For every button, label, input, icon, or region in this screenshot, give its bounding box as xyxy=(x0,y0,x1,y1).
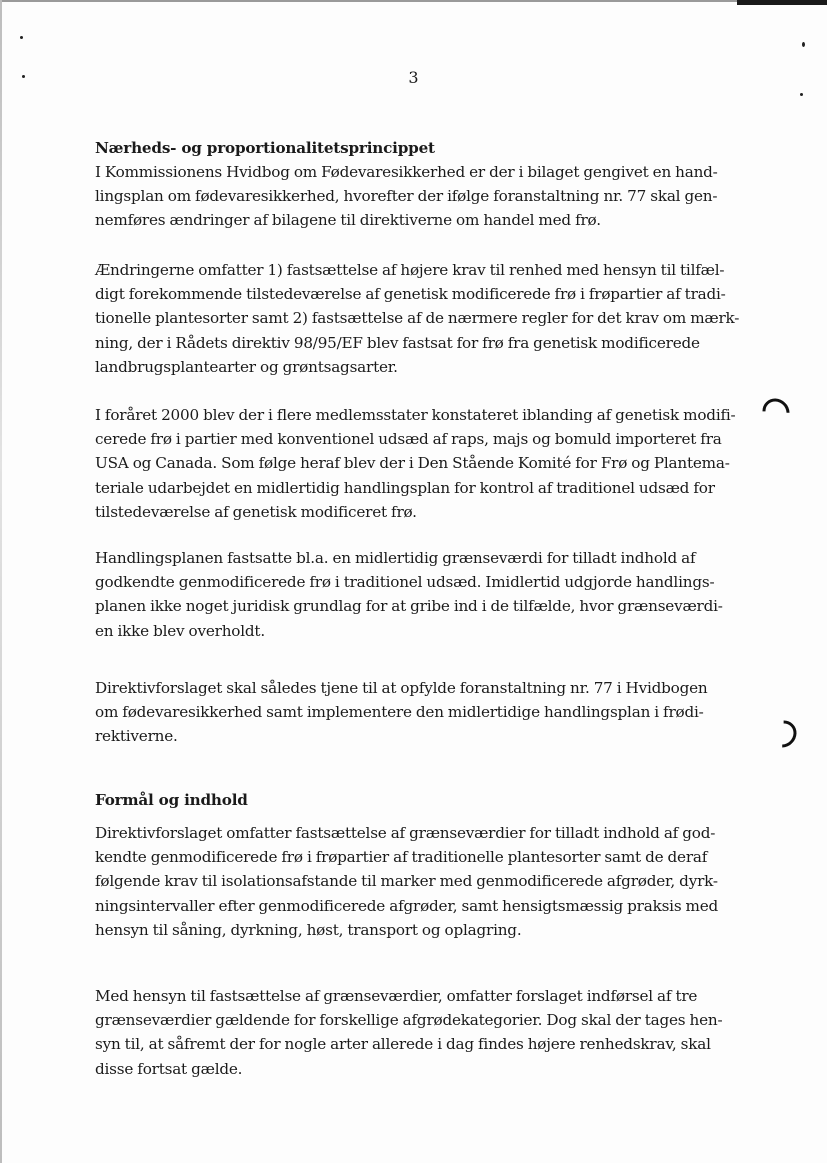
text-line: rektiverne. xyxy=(95,727,178,746)
text-line: hensyn til såning, dyrkning, høst, transport og oplagring. xyxy=(95,920,522,939)
punch-hole-mark xyxy=(764,715,802,753)
text-line: tionelle plantesorter samt 2) fastsættelse af de nærmere regler for det krav om mærk- xyxy=(95,309,740,328)
punch-hole-mark xyxy=(757,393,795,431)
text-line: disse fortsat gælde. xyxy=(95,1059,243,1078)
paragraph xyxy=(95,546,735,643)
paragraph xyxy=(95,676,735,749)
text-line: ning, der i Rådets direktiv 98/95/EF blev fastsat for frø fra genetisk modificerede xyxy=(95,333,700,352)
text-line: Handlingsplanen fastsatte bl.a. en midlertidig grænseværdi for tilladt indhold af xyxy=(95,549,696,567)
scan-speck xyxy=(20,36,23,39)
page-number: 3 xyxy=(408,68,419,87)
text-line: cerede frø i partier med konventionel udsæd af raps, majs og bomuld importeret fra xyxy=(95,430,722,449)
text-line: grænseværdier gældende for forskellige afgrødekategorier. Dog skal der tages hen- xyxy=(95,1011,723,1030)
text-line: en ikke blev overholdt. xyxy=(95,621,265,640)
text-line: landbrugsplantearter og grøntsagsarter. xyxy=(95,357,398,376)
paragraph xyxy=(95,160,735,233)
section-heading: Formål og indhold xyxy=(95,791,248,809)
text-line: kendte genmodificerede frø i frøpartier af traditionelle plantesorter samt de deraf xyxy=(95,848,708,867)
text-line: Direktivforslaget omfatter fastsættelse af grænseværdier for tilladt indhold af god- xyxy=(95,824,716,842)
paragraph xyxy=(95,403,735,524)
scan-speck xyxy=(802,42,805,47)
text-line: tilstedeværelse af genetisk modificeret frø. xyxy=(95,502,417,521)
text-line: I Kommissionens Hvidbog om Fødevaresikkerhed er der i bilaget gengivet en hand- xyxy=(95,163,718,181)
text-line: følgende krav til isolationsafstande til marker med genmodificerede afgrøder, dyrk- xyxy=(95,872,718,891)
top-rule xyxy=(0,0,827,2)
text-line: Direktivforslaget skal således tjene til at opfylde foranstaltning nr. 77 i Hvidbogen xyxy=(95,679,708,697)
text-line: om fødevaresikkerhed samt implementere den midlertidige handlingsplan i frødi- xyxy=(95,703,704,722)
top-rule-accent xyxy=(737,0,827,5)
text-line: I foråret 2000 blev der i flere medlemsstater konstateret iblanding af genetisk modifi- xyxy=(95,406,736,424)
paragraph xyxy=(95,984,735,1081)
text-line: Ændringerne omfatter 1) fastsættelse af højere krav til renhed med hensyn til tilfæl- xyxy=(95,261,725,279)
scan-edge xyxy=(0,0,2,1163)
paragraph xyxy=(95,821,735,942)
text-line: nemføres ændringer af bilagene til direktiverne om handel med frø. xyxy=(95,211,601,230)
paragraph xyxy=(95,258,740,379)
text-line: ningsintervaller efter genmodificerede afgrøder, samt hensigtsmæssig praksis med xyxy=(95,896,719,915)
text-line: digt forekommende tilstedeværelse af genetisk modificerede frø i frøpartier af tradi- xyxy=(95,285,726,304)
text-line: syn til, at såfremt der for nogle arter allerede i dag findes højere renhedskrav, skal xyxy=(95,1035,711,1054)
text-line: godkendte genmodificerede frø i traditionel udsæd. Imidlertid udgjorde handlings- xyxy=(95,573,715,592)
section-heading: Nærheds- og proportionalitetsprincippet xyxy=(95,139,435,157)
text-line: teriale udarbejdet en midlertidig handlingsplan for kontrol af traditionel udsæd for xyxy=(95,478,715,497)
text-line: Med hensyn til fastsættelse af grænseværdier, omfatter forslaget indførsel af tre xyxy=(95,987,698,1005)
text-line: planen ikke noget juridisk grundlag for at gribe ind i de tilfælde, hvor grænseværdi- xyxy=(95,597,723,616)
text-line: lingsplan om fødevaresikkerhed, hvorefter der ifølge foranstaltning nr. 77 skal gen- xyxy=(95,187,718,206)
scan-speck xyxy=(800,93,803,96)
text-line: USA og Canada. Som følge heraf blev der i Den Stående Komité for Frø og Plantema- xyxy=(95,454,730,473)
